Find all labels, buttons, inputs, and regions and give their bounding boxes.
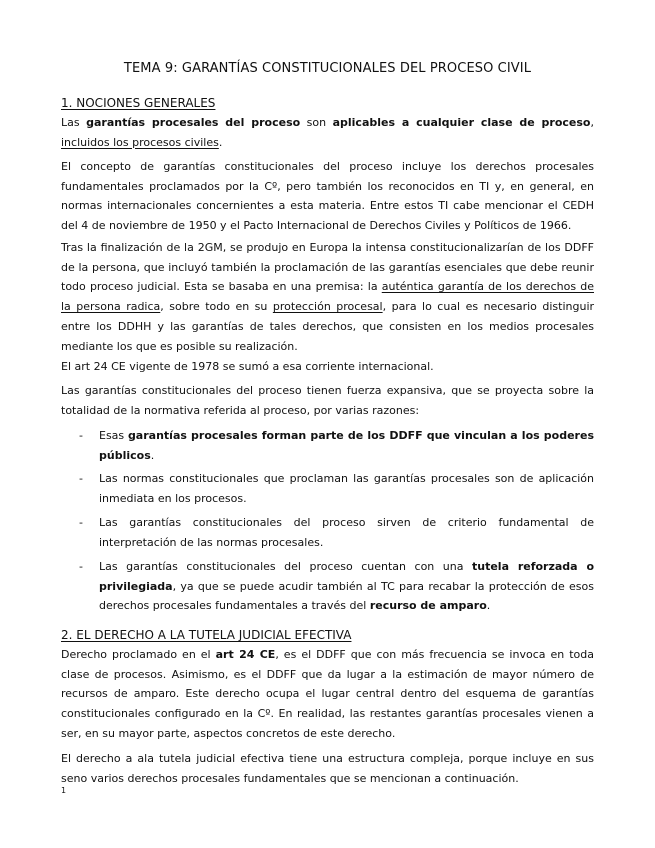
bullet-marker: - xyxy=(79,429,83,442)
li4-text-c: , ya que se puede acudir también al TC para recabar la protección de esos derechos procesales fundamentales a través del xyxy=(99,579,594,613)
li4-text-d: . xyxy=(486,599,491,613)
section-1-heading: 1. NOCIONES GENERALES xyxy=(61,96,216,110)
li4-bold-1: tutela reforzada o privilegiada xyxy=(99,560,594,593)
page-number: 1 xyxy=(61,786,67,795)
s1-p3-underline-2: protección procesal xyxy=(272,300,383,314)
s1-p3-text-b: , sobre todo en su xyxy=(160,300,273,314)
s1-p3-underline-1: auténtica garantía de los derechos de la persona radica xyxy=(61,280,594,314)
s1-p1-bold-2: aplicables a cualquier clase de proceso xyxy=(332,116,591,129)
li1-text-c: . xyxy=(150,448,155,462)
document-title: TEMA 9: GARANTÍAS CONSTITUCIONALES DEL PROCESO CIVIL xyxy=(123,61,532,76)
s1-paragraph-1 xyxy=(61,113,594,152)
s1-p3-text-c: , para lo cual es necesario distinguir entre los DDHH y las garantías de tales derechos, que consisten en los medios procesales mediante los que es posible su realización. xyxy=(61,300,595,353)
li4-bold-2: recurso de amparo xyxy=(369,599,487,613)
s2-paragraph-1 xyxy=(61,645,594,744)
s1-p1-bold-1: garantías procesales del proceso xyxy=(86,116,301,129)
li4-text-a: Las garantías constitucionales del proceso cuentan con una xyxy=(99,560,472,573)
list-item-1 xyxy=(99,426,594,465)
bullet-marker: - xyxy=(79,472,83,485)
s2-paragraph-2: El derecho a ala tutela judicial efectiva tiene una estructura compleja, porque incluye en sus seno varios derechos procesales fundamentales que se mencionan a continuación. xyxy=(61,752,594,785)
s2-p1-text-c: , es el DDFF que con más frecuencia se invoca en toda clase de procesos. Asimismo, es el DDFF que da lugar a la estimación de mayor número de recursos de amparo. Este derecho ocupa el lugar central dentro del esquema de garantías constitucionales configurado en la Cº. En realidad, las restantes garantías procesales vienen a ser, en su mayor parte, aspectos concretos de este derecho. xyxy=(61,648,595,740)
li1-text-a: Esas xyxy=(99,429,128,442)
s1-paragraph-5: Las garantías constitucionales del proceso tienen fuerza expansiva, que se proyecta sobre la totalidad de la normativa referida al proceso, por varias razones: xyxy=(61,384,594,417)
s2-p1-text-a: Derecho proclamado en el xyxy=(61,648,216,661)
s1-paragraph-4: El art 24 CE vigente de 1978 se sumó a esa corriente internacional. xyxy=(61,360,434,373)
s1-p3-text-a: Tras la finalización de la 2GM, se produjo en Europa la intensa constitucionalizarían de los DDFF de la persona, que incluyó también la proclamación de las garantías esenciales que debe reunir todo proceso judicial. Esta se basaba en una premisa: la xyxy=(61,241,594,294)
s2-p1-bold-1: art 24 CE xyxy=(215,648,276,661)
list-item-4 xyxy=(99,557,594,616)
s1-p1-text-d: , xyxy=(590,116,594,129)
s1-p1-text-c: son xyxy=(300,116,333,129)
bullet-marker: - xyxy=(79,560,83,573)
list-item-3: Las garantías constitucionales del proceso sirven de criterio fundamental de interpretación de las normas procesales. xyxy=(99,516,594,549)
section-2-heading: 2. EL DERECHO A LA TUTELA JUDICIAL EFECTIVA xyxy=(61,628,352,642)
s1-p1-underline-1: incluidos los procesos civiles xyxy=(61,135,219,149)
s1-paragraph-2: El concepto de garantías constitucionales del proceso incluye los derechos procesales fundamentales proclamados por la Cº, pero también los reconocidos en TI y, en general, en normas internacionales concernientes a esta materia. Entre estos TI cabe mencionar el CEDH del 4 de noviembre de 1950 y el Pacto Internacional de Derechos Civiles y Políticos de 1966. xyxy=(61,160,594,233)
s1-p1-text-e: . xyxy=(218,135,223,149)
s1-p1-text-a: Las xyxy=(61,116,87,129)
list-item-2: Las normas constitucionales que proclaman las garantías procesales son de aplicación inmediata en los procesos. xyxy=(99,472,594,505)
s1-paragraph-3 xyxy=(61,238,594,356)
bullet-marker: - xyxy=(79,516,83,529)
li1-bold-1: garantías procesales forman parte de los DDFF que vinculan a los poderes públicos xyxy=(99,429,594,462)
